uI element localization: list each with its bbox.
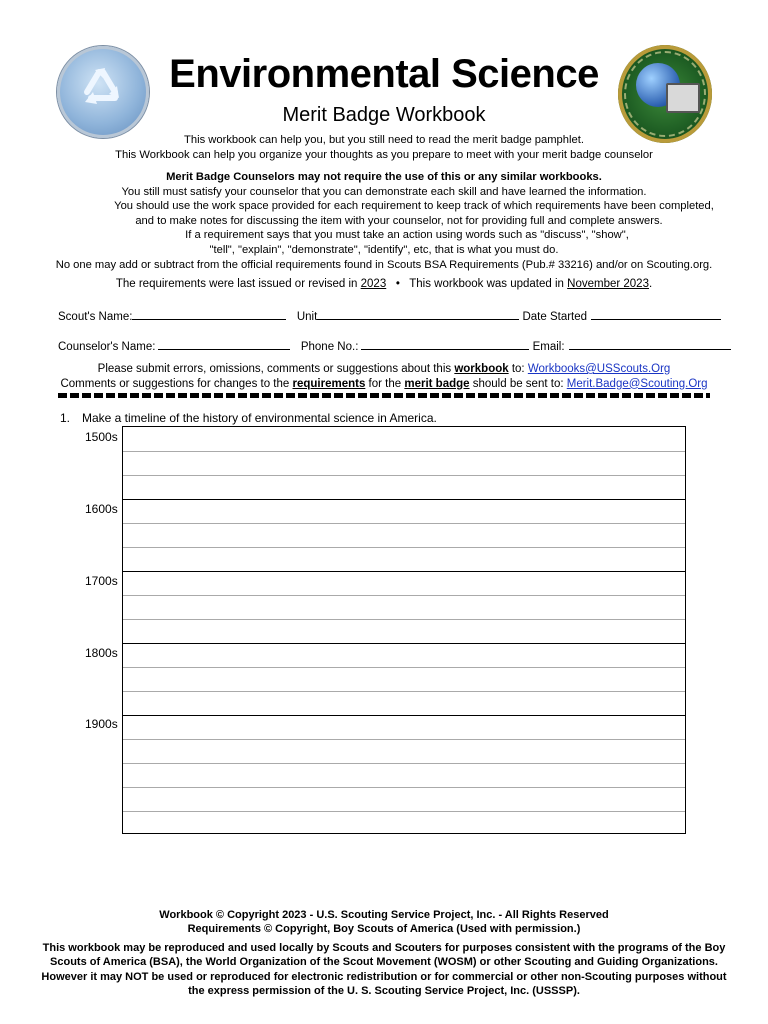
counselor-name-label: Counselor's Name: [58,341,156,353]
ruled-line [123,787,685,788]
unit-field[interactable] [317,308,519,320]
ruled-line [123,691,685,692]
scout-name-field[interactable] [132,308,286,320]
century-label: 1800s [85,646,118,660]
contact-info [0,362,768,391]
revision-year: 2023 [360,278,387,290]
ruled-line [123,523,685,524]
unit-label: Unit [296,311,318,323]
workbooks-email-link[interactable]: Workbooks@USScouts.Org [527,363,671,375]
notice-line: If a requirement says that you must take an action using words such as "discuss", "show", [185,229,629,242]
phone-label: Phone No.: [300,341,359,353]
timeline-writing-area[interactable] [122,426,686,834]
ruled-line [123,763,685,764]
footer-line: Workbook © Copyright 2023 - U.S. Scouting Service Project, Inc. - All Rights Reserved [159,909,609,921]
scout-info-row [58,308,708,323]
phone-field[interactable] [361,338,529,350]
notice-line: and to make notes for discussing the item with your counselor, not for providing full and complete answers. [135,214,663,227]
email-label: Email: [532,341,565,353]
intro-line: This workbook can help you, but you still need to read the merit badge pamphlet. [184,134,584,146]
ruled-line [123,595,685,596]
page-title: Environmental Science [169,52,599,96]
counselor-info-row [58,338,708,353]
merit-badge-email-link[interactable]: Merit.Badge@Scouting.Org [566,377,708,390]
usage-line: Scouts of America (BSA), the World Organization of the Scout Movement (WOSM) or other Scouting and Guiding Organizations. [50,956,718,969]
counselor-notice [0,170,768,272]
intro-text [0,133,768,162]
century-divider [123,571,685,572]
ruled-line [123,619,685,620]
century-label: 1900s [85,717,118,731]
requirement-1 [60,411,437,425]
section-divider [58,393,710,398]
contact-line-2: Comments or suggestions for changes to the requirements for the merit badge should be sent to: Merit.Badge@Scouting.Org [60,377,708,390]
ruled-line [123,475,685,476]
copyright-footer [0,908,768,937]
intro-line: This Workbook can help you organize your thoughts as you prepare to meet with your merit badge counselor [115,148,653,161]
updated-date: November 2023 [567,278,649,290]
notice-line: You should use the work space provided for each requirement to keep track of which requirements have been completed, [114,200,714,213]
century-label: 1700s [85,574,118,588]
notice-line: "tell", "explain", "demonstrate", "identify", etc, that is what you must do. [209,243,559,256]
century-label: 1600s [85,502,118,516]
counselor-name-field[interactable] [158,338,290,350]
century-label: 1500s [85,430,118,444]
usage-notice [0,941,768,998]
contact-line-1: Please submit errors, omissions, comments or suggestions about this workbook to: Workbooks@USScouts.Org [97,363,671,375]
email-field[interactable] [569,338,731,350]
ruled-line [123,739,685,740]
separator-bullet: • [395,278,400,290]
usage-line: the express permission of the U. S. Scouting Service Project, Inc. (USSSP). [188,984,580,997]
century-divider [123,643,685,644]
date-started-label: Date Started [522,311,588,323]
usage-line: However it may NOT be used or reproduced for electronic redistribution or for commercial or other non-Scouting purposes without [41,970,727,983]
scout-name-label: Scout's Name: [58,311,133,323]
notice-line: No one may add or subtract from the official requirements found in Scouts BSA Requirements (Pub.# 33216) and/or on Scouting.org. [55,258,713,271]
usage-line: This workbook may be reproduced and used locally by Scouts and Scouters for purposes consistent with the programs of the Boy [42,942,726,954]
requirement-number: 1. [60,411,71,425]
footer-line: Requirements © Copyright, Boy Scouts of America (Used with permission.) [187,923,581,936]
date-started-field[interactable] [591,308,721,320]
notice-line: You still must satisfy your counselor that you can demonstrate each skill and have learned the information. [121,185,647,198]
revision-info: The requirements were last issued or revised in 2023 • This workbook was updated in November 2023. [115,278,653,290]
requirement-text: Make a timeline of the history of environmental science in America. [82,411,437,425]
century-divider [123,715,685,716]
ruled-line [123,811,685,812]
notice-bold-line: Merit Badge Counselors may not require the use of this or any similar workbooks. [166,171,602,183]
page-subtitle: Merit Badge Workbook [282,104,486,126]
century-divider [123,499,685,500]
ruled-line [123,667,685,668]
ruled-line [123,451,685,452]
ruled-line [123,547,685,548]
